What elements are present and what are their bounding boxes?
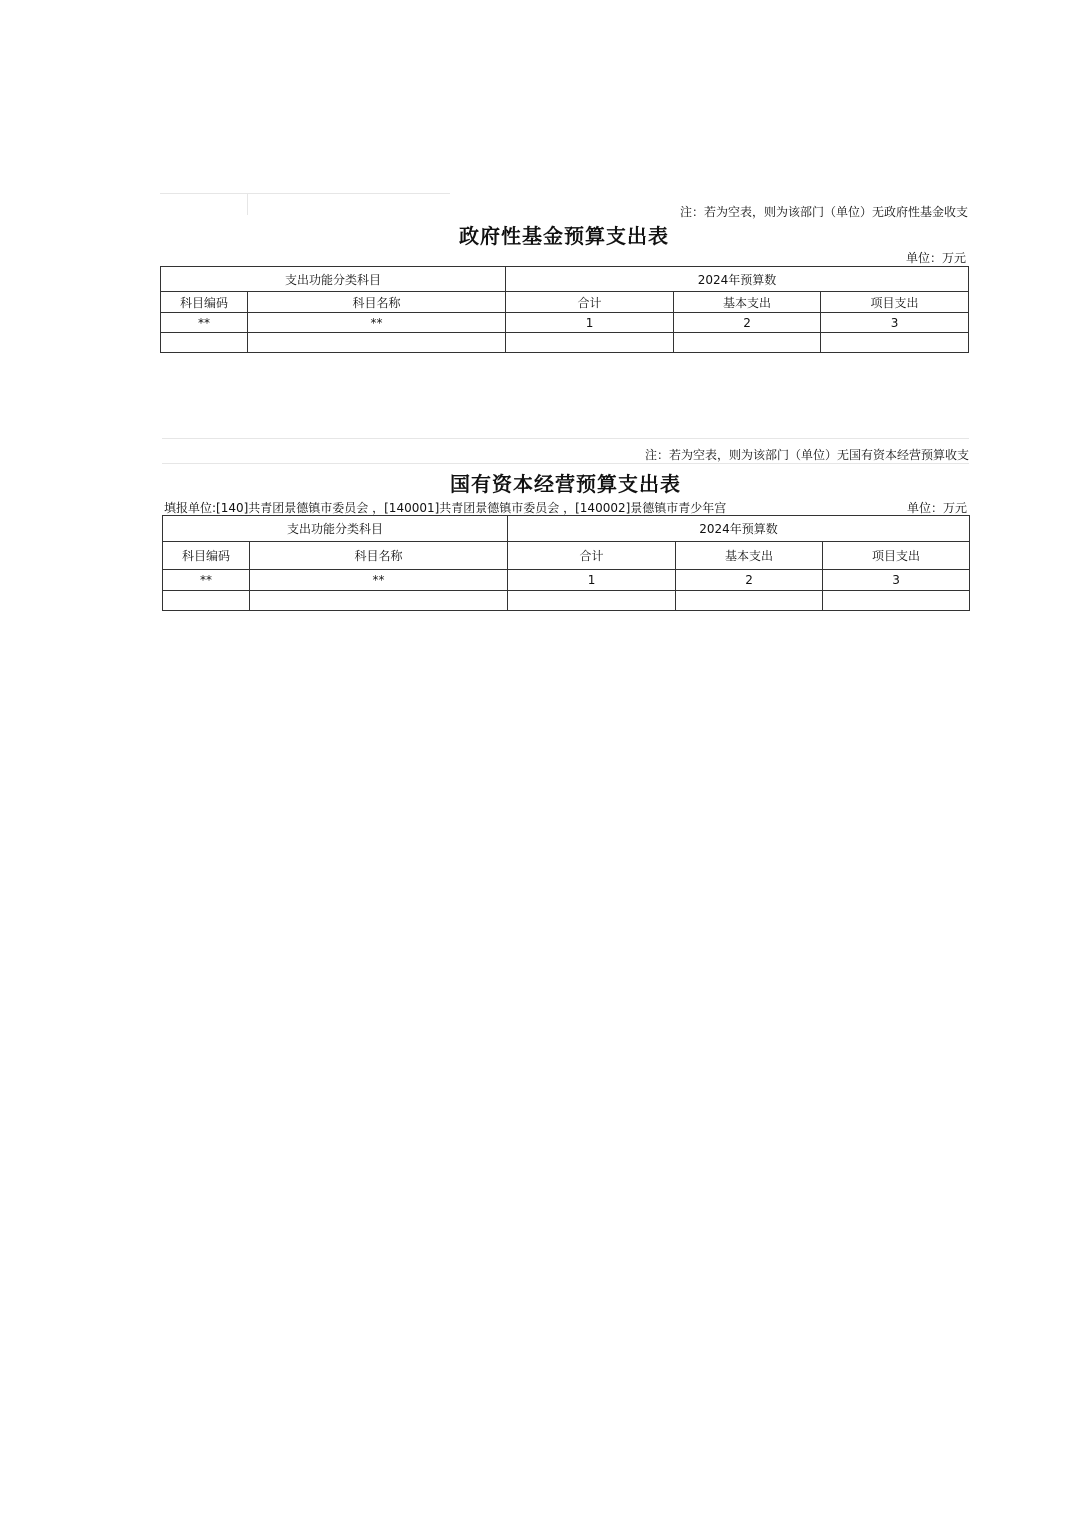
index-cell: 1 bbox=[508, 570, 676, 591]
group-header-function-category: 支出功能分类科目 bbox=[163, 516, 508, 542]
table-row bbox=[161, 333, 969, 353]
group-header-row bbox=[161, 267, 969, 292]
col-header-basic: 基本支出 bbox=[674, 292, 821, 313]
index-cell: 2 bbox=[674, 313, 821, 333]
table-cell bbox=[676, 591, 823, 611]
col-header-name: 科目名称 bbox=[248, 292, 506, 313]
col-header-total: 合计 bbox=[506, 292, 674, 313]
col-header-name: 科目名称 bbox=[250, 542, 508, 570]
filler-unit-text: 填报单位:[140]共青团景德镇市委员会 ，[140001]共青团景德镇市委员会 ，[140002]景德镇市青少年宫 bbox=[164, 501, 727, 515]
table-cell bbox=[506, 333, 674, 353]
index-cell: ** bbox=[161, 313, 248, 333]
unit-label: 单位：万元 bbox=[906, 501, 967, 515]
faint-gridline bbox=[160, 193, 450, 194]
budget-table bbox=[162, 515, 970, 611]
index-cell: 3 bbox=[823, 570, 970, 591]
column-header-row bbox=[163, 542, 970, 570]
index-cell: ** bbox=[248, 313, 506, 333]
col-header-code: 科目编码 bbox=[163, 542, 250, 570]
col-header-project: 项目支出 bbox=[823, 542, 970, 570]
index-cell: 2 bbox=[676, 570, 823, 591]
sheet-state-capital bbox=[162, 438, 969, 613]
index-row bbox=[161, 313, 969, 333]
col-header-basic: 基本支出 bbox=[676, 542, 823, 570]
col-header-code: 科目编码 bbox=[161, 292, 248, 313]
table-title: 国有资本经营预算支出表 bbox=[450, 472, 681, 496]
group-header-budget-amount: 2024年预算数 bbox=[506, 267, 969, 292]
group-header-row bbox=[163, 516, 970, 542]
faint-gridline bbox=[247, 193, 248, 215]
col-header-total: 合计 bbox=[508, 542, 676, 570]
faint-gridline bbox=[162, 463, 969, 464]
table-cell bbox=[508, 591, 676, 611]
table-cell bbox=[250, 591, 508, 611]
column-header-row bbox=[161, 292, 969, 313]
index-cell: ** bbox=[250, 570, 508, 591]
table-row bbox=[163, 591, 970, 611]
table-cell bbox=[248, 333, 506, 353]
table-cell bbox=[823, 591, 970, 611]
col-header-project: 项目支出 bbox=[821, 292, 969, 313]
table-title: 政府性基金预算支出表 bbox=[459, 224, 669, 248]
table-cell bbox=[161, 333, 248, 353]
table-cell bbox=[674, 333, 821, 353]
table-cell bbox=[821, 333, 969, 353]
index-row bbox=[163, 570, 970, 591]
note-text: 注：若为空表，则为该部门（单位）无国有资本经营预算收支 bbox=[644, 448, 969, 462]
group-header-budget-amount: 2024年预算数 bbox=[508, 516, 970, 542]
index-cell: 3 bbox=[821, 313, 969, 333]
table-cell bbox=[163, 591, 250, 611]
note-text: 注：若为空表，则为该部门（单位）无政府性基金收支 bbox=[679, 205, 968, 219]
index-cell: 1 bbox=[506, 313, 674, 333]
sheet-government-fund bbox=[160, 193, 968, 355]
unit-label: 单位：万元 bbox=[905, 251, 966, 265]
index-cell: ** bbox=[163, 570, 250, 591]
group-header-function-category: 支出功能分类科目 bbox=[161, 267, 506, 292]
budget-table bbox=[160, 266, 969, 353]
faint-gridline bbox=[162, 438, 969, 439]
